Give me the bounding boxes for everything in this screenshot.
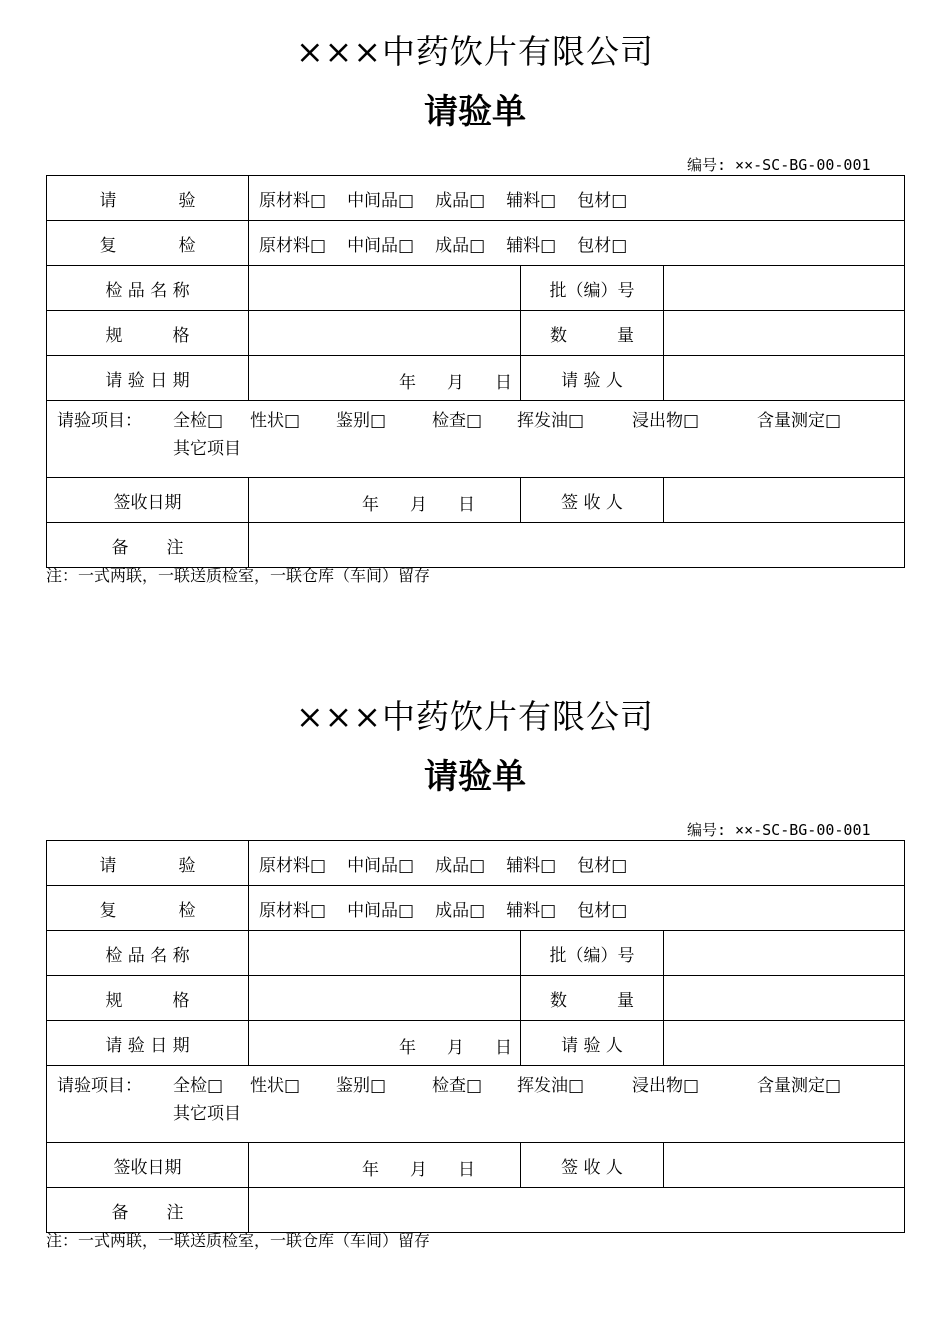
footnote: 注：一式两联，一联送质检室，一联仓库（车间）留存 [46, 1231, 431, 1250]
item-identification[interactable]: 鉴别□ [336, 1076, 387, 1096]
year-label: 年 [399, 1038, 416, 1058]
item-appearance[interactable]: 性状□ [250, 411, 301, 431]
option-raw-material[interactable]: 原材料□ [259, 235, 327, 256]
option-excipient[interactable]: 辅料□ [506, 855, 557, 876]
test-items-label: 请验项目： [57, 1076, 142, 1096]
item-extract[interactable]: 浸出物□ [632, 411, 700, 431]
request-date-field[interactable] [249, 356, 521, 401]
recheck-row [47, 886, 905, 931]
quantity-field[interactable] [664, 311, 905, 356]
spec-label: 规 格 [47, 976, 249, 1021]
spec-label: 规 格 [47, 311, 249, 356]
year-label: 年 [399, 373, 416, 393]
remark-row [47, 1188, 905, 1233]
receive-date-field[interactable] [249, 478, 521, 523]
sample-row [47, 931, 905, 976]
option-excipient[interactable]: 辅料□ [506, 235, 557, 256]
batch-number-field[interactable] [664, 931, 905, 976]
recheck-options [249, 886, 905, 931]
remark-label: 备 注 [47, 1188, 249, 1233]
option-raw-material[interactable]: 原材料□ [259, 190, 327, 211]
option-intermediate[interactable]: 中间品□ [347, 855, 415, 876]
batch-number-label: 批（编）号 [521, 931, 664, 976]
other-items-label: 其它项目 [173, 439, 241, 459]
recheck-label: 复 检 [47, 221, 249, 266]
month-label: 月 [447, 1038, 464, 1058]
item-full-test[interactable]: 全检□ [173, 1076, 224, 1096]
item-full-test[interactable]: 全检□ [173, 411, 224, 431]
option-finished[interactable]: 成品□ [435, 900, 486, 921]
item-identification[interactable]: 鉴别□ [336, 411, 387, 431]
request-date-label: 请 验 日 期 [47, 356, 249, 401]
option-excipient[interactable]: 辅料□ [506, 190, 557, 211]
quantity-label: 数 量 [521, 976, 664, 1021]
receive-row [47, 478, 905, 523]
test-items [47, 401, 905, 478]
item-inspection[interactable]: 检查□ [432, 411, 483, 431]
test-items [47, 1066, 905, 1143]
sample-row [47, 266, 905, 311]
option-raw-material[interactable]: 原材料□ [259, 855, 327, 876]
receive-date-label: 签收日期 [47, 478, 249, 523]
year-label: 年 [362, 495, 379, 515]
form-title: 请验单 [424, 757, 526, 797]
item-volatile-oil[interactable]: 挥发油□ [517, 411, 585, 431]
test-items-label: 请验项目： [57, 411, 142, 431]
recheck-label: 复 检 [47, 886, 249, 931]
year-label: 年 [362, 1160, 379, 1180]
option-packaging[interactable]: 包材□ [577, 190, 628, 211]
option-excipient[interactable]: 辅料□ [506, 900, 557, 921]
sample-name-field[interactable] [249, 266, 521, 311]
document-code: 编号: ××-SC-BG-00-001 [687, 156, 871, 174]
inspect-label: 请 验 [47, 841, 249, 886]
option-packaging[interactable]: 包材□ [577, 235, 628, 256]
option-intermediate[interactable]: 中间品□ [347, 190, 415, 211]
inspect-label: 请 验 [47, 176, 249, 221]
spec-row [47, 311, 905, 356]
inspect-row [47, 176, 905, 221]
spec-field[interactable] [249, 311, 521, 356]
inspect-options [249, 176, 905, 221]
month-label: 月 [447, 373, 464, 393]
items-row [47, 1066, 905, 1143]
footnote: 注：一式两联，一联送质检室，一联仓库（车间）留存 [46, 566, 431, 585]
remark-field[interactable] [249, 1188, 905, 1233]
item-inspection[interactable]: 检查□ [432, 1076, 483, 1096]
receiver-label: 签 收 人 [521, 1143, 664, 1188]
month-label: 月 [410, 1160, 427, 1180]
receive-date-field[interactable] [249, 1143, 521, 1188]
option-packaging[interactable]: 包材□ [577, 855, 628, 876]
inspect-options [249, 841, 905, 886]
request-table [46, 840, 905, 1233]
option-finished[interactable]: 成品□ [435, 235, 486, 256]
receiver-label: 签 收 人 [521, 478, 664, 523]
request-date-row [47, 356, 905, 401]
batch-number-label: 批（编）号 [521, 266, 664, 311]
request-table [46, 175, 905, 568]
sample-name-label: 检 品 名 称 [47, 266, 249, 311]
quantity-field[interactable] [664, 976, 905, 1021]
form-title: 请验单 [424, 92, 526, 132]
receive-date-label: 签收日期 [47, 1143, 249, 1188]
batch-number-field[interactable] [664, 266, 905, 311]
recheck-options [249, 221, 905, 266]
spec-row [47, 976, 905, 1021]
item-appearance[interactable]: 性状□ [250, 1076, 301, 1096]
receiver-field[interactable] [664, 478, 905, 523]
request-date-row [47, 1021, 905, 1066]
spec-field[interactable] [249, 976, 521, 1021]
sample-name-label: 检 品 名 称 [47, 931, 249, 976]
option-intermediate[interactable]: 中间品□ [347, 900, 415, 921]
option-finished[interactable]: 成品□ [435, 855, 486, 876]
company-name: ×××中药饮片有限公司 [296, 697, 654, 736]
day-label: 日 [458, 1160, 475, 1180]
item-content-assay[interactable]: 含量测定□ [757, 1076, 842, 1096]
receiver-field[interactable] [664, 1143, 905, 1188]
remark-label: 备 注 [47, 523, 249, 568]
day-label: 日 [495, 373, 512, 393]
company-name: ×××中药饮片有限公司 [296, 32, 654, 71]
requester-label: 请 验 人 [521, 356, 664, 401]
remark-field[interactable] [249, 523, 905, 568]
day-label: 日 [495, 1038, 512, 1058]
requester-field[interactable] [664, 1021, 905, 1066]
receive-row [47, 1143, 905, 1188]
inspect-row [47, 841, 905, 886]
option-raw-material[interactable]: 原材料□ [259, 900, 327, 921]
remark-row [47, 523, 905, 568]
requester-field[interactable] [664, 356, 905, 401]
option-finished[interactable]: 成品□ [435, 190, 486, 211]
item-volatile-oil[interactable]: 挥发油□ [517, 1076, 585, 1096]
request-date-field[interactable] [249, 1021, 521, 1066]
month-label: 月 [410, 495, 427, 515]
option-intermediate[interactable]: 中间品□ [347, 235, 415, 256]
items-row [47, 401, 905, 478]
document-code: 编号: ××-SC-BG-00-001 [687, 821, 871, 839]
recheck-row [47, 221, 905, 266]
item-extract[interactable]: 浸出物□ [632, 1076, 700, 1096]
sample-name-field[interactable] [249, 931, 521, 976]
requester-label: 请 验 人 [521, 1021, 664, 1066]
option-packaging[interactable]: 包材□ [577, 900, 628, 921]
request-date-label: 请 验 日 期 [47, 1021, 249, 1066]
other-items-label: 其它项目 [173, 1104, 241, 1124]
item-content-assay[interactable]: 含量测定□ [757, 411, 842, 431]
day-label: 日 [458, 495, 475, 515]
quantity-label: 数 量 [521, 311, 664, 356]
